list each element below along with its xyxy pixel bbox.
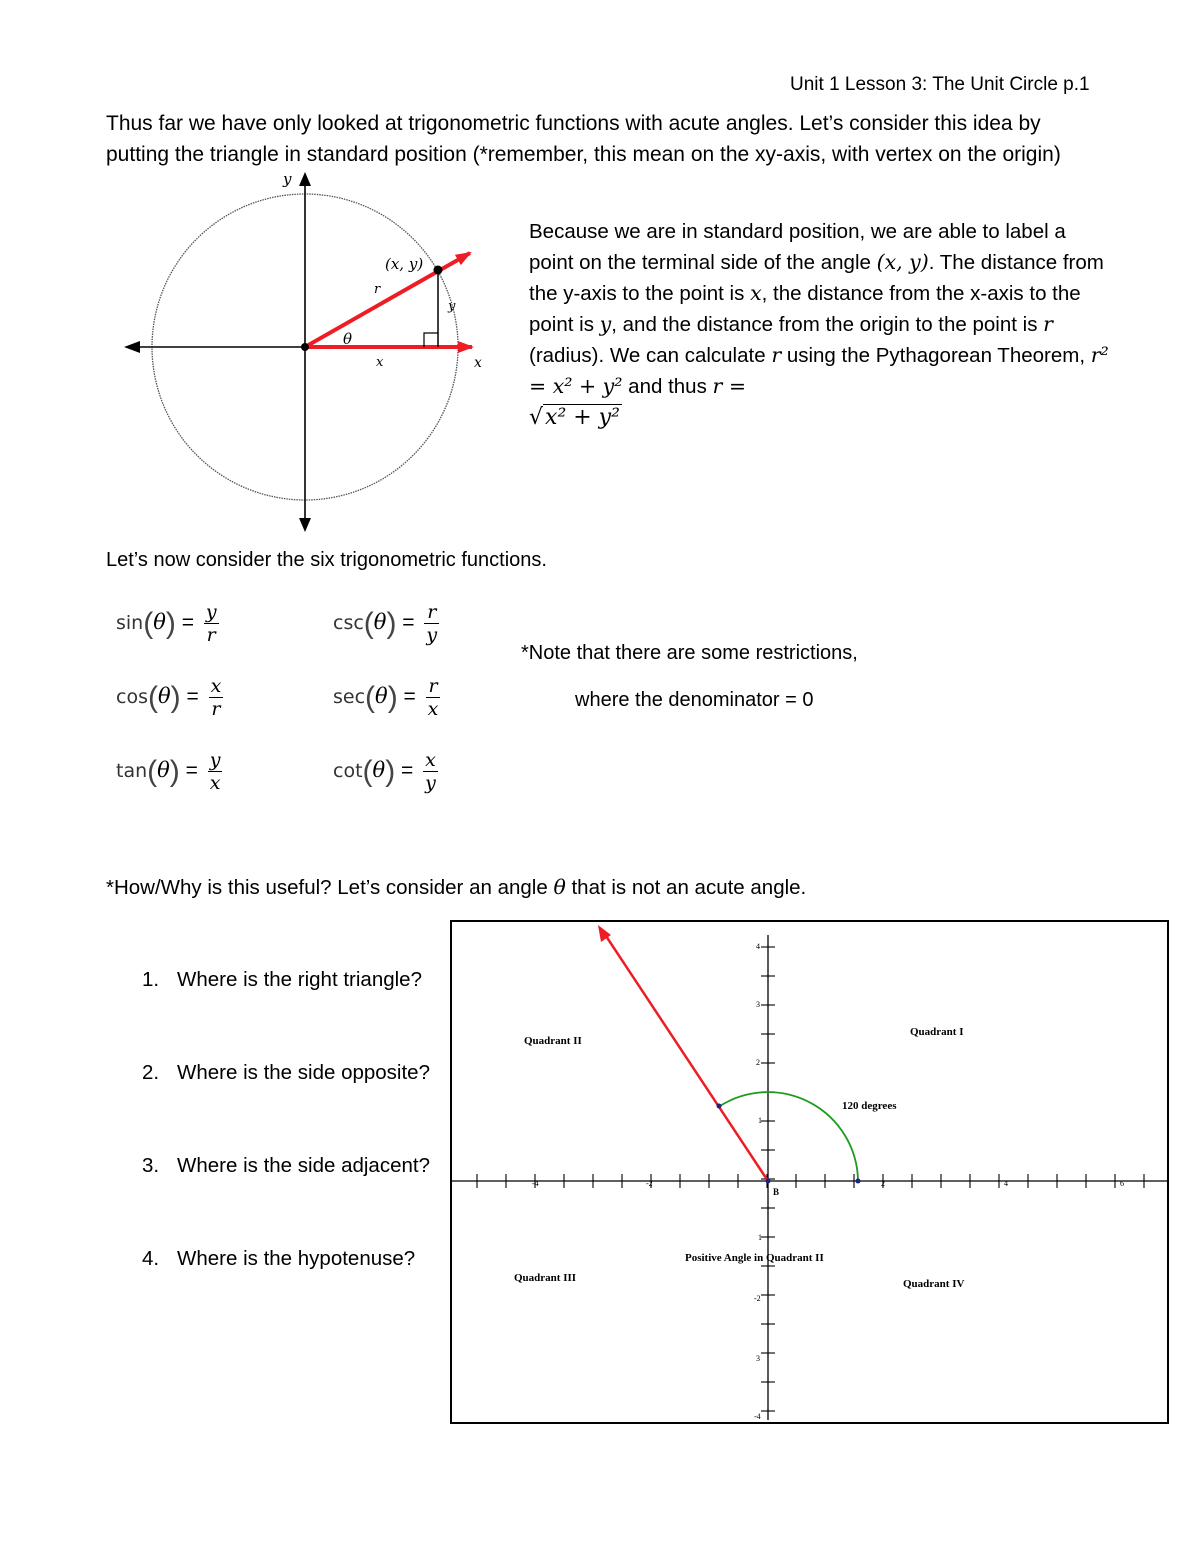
question-3: 3. Where is the side adjacent?: [142, 1154, 430, 1177]
y-tick-label: -4: [754, 1412, 761, 1421]
quadrant-4-label: Quadrant IV: [903, 1278, 965, 1290]
origin-point: [301, 343, 309, 351]
y-tick-label: -2: [754, 1294, 761, 1303]
up-arrow-icon: [299, 172, 311, 186]
x-side-label: x: [376, 355, 384, 370]
csc-formula: csc(θ) = $\frac{r}{y}$: [333, 601, 438, 646]
sec-formula: sec(θ) = $\frac{r}{x}$: [333, 675, 439, 720]
y-tick-label: 3: [756, 1000, 760, 1009]
y-tick-label: 1: [758, 1233, 762, 1242]
angle-graph: [450, 920, 1170, 1425]
restrictions-note: *Note that there are some restrictions,: [521, 642, 858, 664]
useful-question: *How/Why is this useful? Let’s consider an angle θ that is not an acute angle.: [106, 875, 807, 899]
terminal-point: [434, 266, 443, 275]
y-tick-label: 2: [756, 1058, 760, 1067]
arc-start-point: [856, 1179, 861, 1184]
x-tick-label: -2: [646, 1179, 653, 1188]
cot-formula: cot(θ) = $\frac{x}{y}$: [333, 749, 436, 794]
y-tick-label: 1: [758, 1116, 762, 1125]
left-arrow-icon: [124, 341, 140, 353]
x-axis-label: x: [474, 355, 482, 371]
graph-frame: [451, 921, 1168, 1423]
unit-circle-diagram: [120, 165, 500, 535]
sin-formula: sin(θ) = $\frac{y}{r}$: [116, 601, 217, 646]
cos-formula: cos(θ) = $\frac{x}{r}$: [116, 675, 222, 720]
sqrt-expression: √x² + y²: [529, 405, 620, 430]
standard-position-explanation: Because we are in standard position, we are able to label a point on the terminal side of the angle (x, y). The distance from the y-axis to the point is x, the distance from the x-axis to the point is y, and the distance from the origin to the point is r (radius). We can calculate r using the Pythagorean Theorem, r² = x² + y² and thus r = √x² + y²: [529, 220, 1109, 430]
y-axis-label: y: [283, 170, 292, 188]
quadrant-3-label: Quadrant III: [514, 1272, 577, 1284]
intro-paragraph: Thus far we have only looked at trigonometric functions with acute angles. Let’s consider this idea by putting the triangle in standard position (*remember, this mean on the xy-axis, with vertex on the origin): [106, 112, 1061, 166]
y-tick-label: 4: [756, 942, 760, 951]
question-1: 1. Where is the right triangle?: [142, 968, 422, 991]
origin-label: B: [773, 1187, 780, 1197]
y-side-label: y: [448, 299, 456, 314]
graph-origin-point: [766, 1179, 771, 1184]
x-tick-label: 6: [1120, 1179, 1124, 1188]
y-tick-label: 3: [756, 1354, 760, 1363]
x-tick-label: -4: [532, 1179, 539, 1188]
point-label: (x, y): [385, 255, 424, 273]
quadrant-2-label: Quadrant II: [524, 1035, 582, 1047]
graph-caption: Positive Angle in Quadrant II: [685, 1252, 824, 1264]
question-2: 2. Where is the side opposite?: [142, 1061, 430, 1084]
quadrant-1-label: Quadrant I: [910, 1026, 964, 1038]
right-angle-mark: [424, 333, 438, 347]
angle-label: 120 degrees: [842, 1100, 897, 1112]
arc-end-point: [717, 1104, 722, 1109]
page-header: Unit 1 Lesson 3: The Unit Circle p.1: [790, 74, 1090, 95]
theta-label: θ: [343, 330, 353, 348]
r-label: r: [374, 282, 381, 297]
tan-formula: tan(θ) = $\frac{y}{x}$: [116, 749, 221, 794]
question-4: 4. Where is the hypotenuse?: [142, 1247, 416, 1270]
six-functions-heading: Let’s now consider the six trigonometric functions.: [106, 549, 547, 571]
restrictions-note-detail: where the denominator = 0: [575, 689, 814, 711]
x-tick-label: 4: [1004, 1179, 1008, 1188]
down-arrow-icon: [299, 518, 311, 532]
x-tick-label: 2: [881, 1179, 885, 1188]
